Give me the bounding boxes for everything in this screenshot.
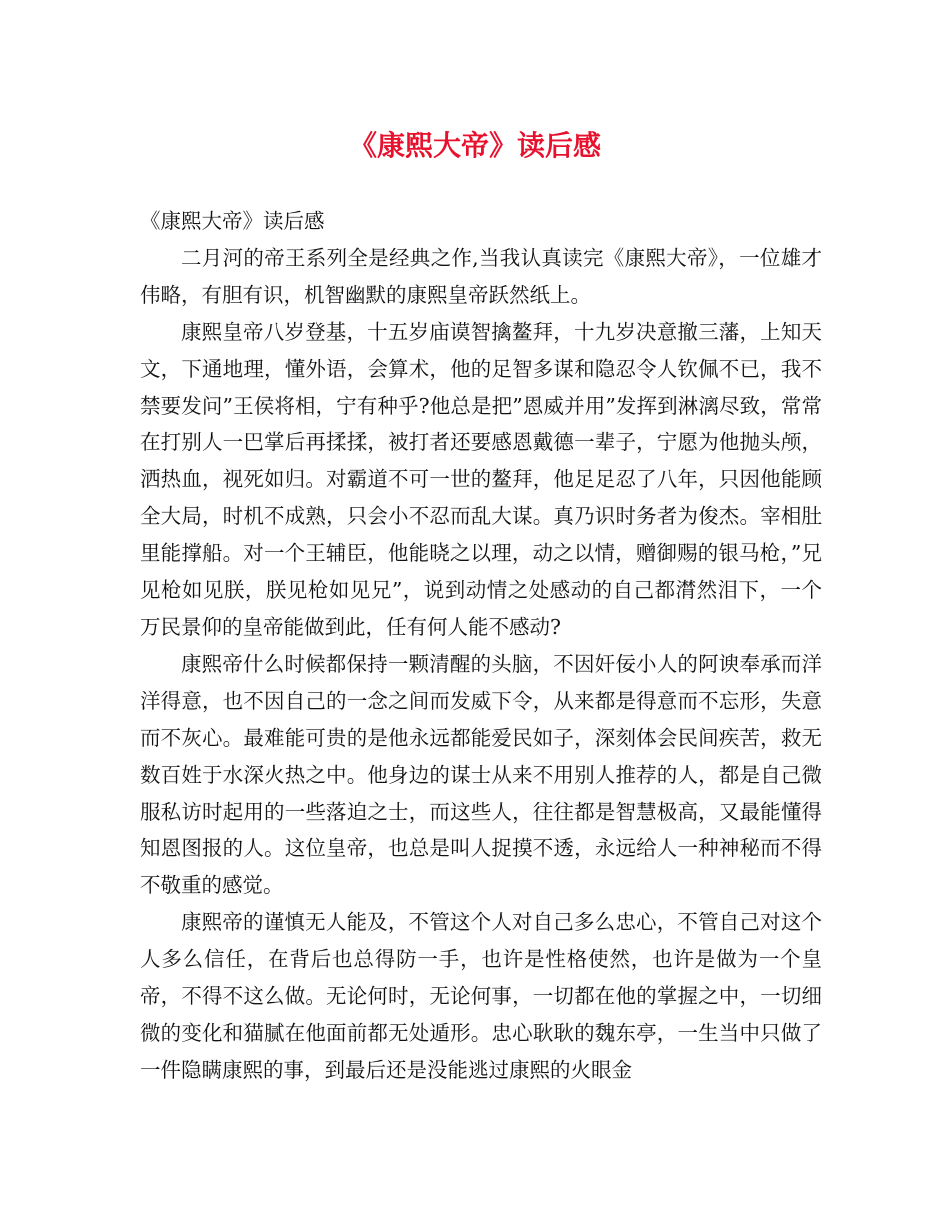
document-subtitle: 《康熙大帝》读后感 bbox=[140, 209, 325, 233]
paragraph-2: 康熙皇帝八岁登基，十五岁庙谟智擒鳌拜，十九岁决意撤三藩，上知天文，下通地理，懂外语，会算术，他的足智多谋和隐忍令人钦佩不已，我不禁要发问”王侯将相，宁有种乎?他总是把”恩威并用”发挥到淋漓尽致，常常在打别人一巴掌后再揉揉，被打者还要感恩戴德一辈子，宁愿为他抛头颅，洒热血，视死如归。对霸道不可一世的鳌拜，他足足忍了八年，只因他能顾全大局，时机不成熟，只会小不忍而乱大谋。真乃识时务者为俊杰。宰相肚里能撑船。对一个王辅臣，他能晓之以理，动之以情，赠御赐的银马枪，”兄见枪如见朕，朕见枪如见兄”，说到动情之处感动的自己都潸然泪下，一个万民景仰的皇帝能做到此，任有何人能不感动? bbox=[140, 319, 822, 639]
document-body bbox=[140, 203, 822, 1089]
paragraph-1: 二月河的帝王系列全是经典之作,当我认真读完《康熙大帝》，一位雄才伟略，有胆有识，机智幽默的康熙皇帝跃然纸上。 bbox=[140, 245, 822, 307]
document-title: 《康熙大帝》读后感 bbox=[348, 129, 601, 162]
paragraph-4: 康熙帝的谨慎无人能及，不管这个人对自己多么忠心，不管自己对这个人多么信任，在背后也总得防一手，也许是性格使然，也许是做为一个皇帝，不得不这么做。无论何时，无论何事，一切都在他的掌握之中，一切细微的变化和猫腻在他面前都无处遁形。忠心耿耿的魏东亭，一生当中只做了一件隐瞒康熙的事，到最后还是没能逃过康熙的火眼金 bbox=[140, 910, 822, 1082]
paragraph-3: 康熙帝什么时候都保持一颗清醒的头脑，不因奸佞小人的阿谀奉承而洋洋得意，也不因自己的一念之间而发威下令，从来都是得意而不忘形，失意而不灰心。最难能可贵的是他永远都能爱民如子，深刻体会民间疾苦，救无数百姓于水深火热之中。他身边的谋士从来不用别人推荐的人，都是自己微服私访时起用的一些落迫之士，而这些人，往往都是智慧极高，又最能懂得知恩图报的人。这位皇帝，也总是叫人捉摸不透，永远给人一种神秘而不得不敬重的感觉。 bbox=[140, 651, 822, 898]
